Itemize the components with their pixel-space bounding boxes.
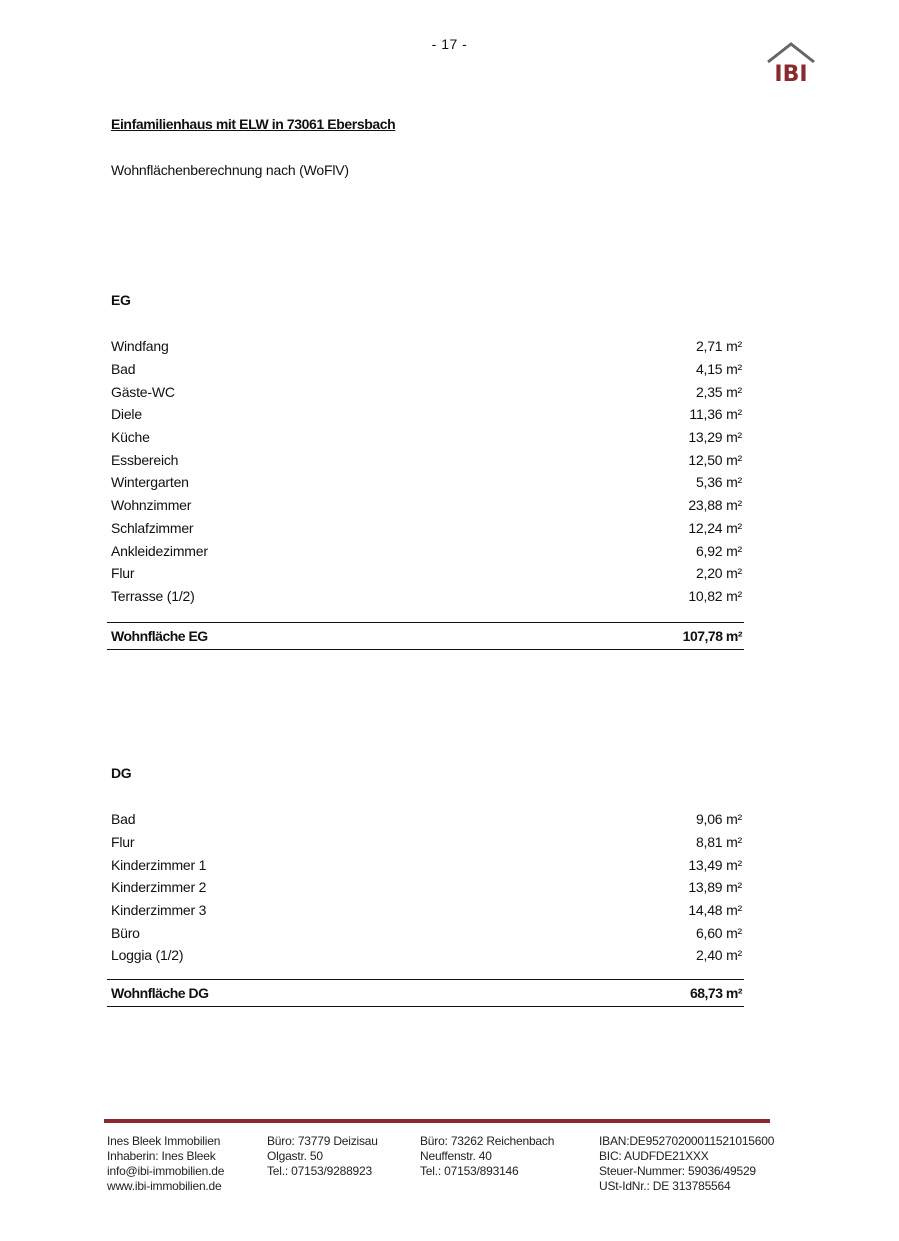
footer-line: Inhaberin: Ines Bleek (107, 1149, 216, 1163)
room-area: 6,92 m² (695, 542, 742, 559)
table-row (111, 899, 742, 922)
footer-line: BIC: AUDFDE21XXX (599, 1149, 709, 1163)
total-value: 107,78 m² (682, 628, 742, 644)
table-row (111, 562, 742, 585)
table-row (111, 585, 742, 608)
footer-website: www.ibi-immobilien.de (107, 1179, 222, 1193)
footer-line: Olgastr. 50 (267, 1149, 323, 1163)
footer-line: Büro: 73779 Deizisau (267, 1134, 378, 1148)
table-row (111, 335, 742, 358)
room-area: 2,40 m² (695, 947, 742, 964)
room-label: Diele (111, 406, 142, 423)
room-label: Wintergarten (111, 474, 189, 491)
room-area: 13,29 m² (688, 429, 742, 446)
footer-email: info@ibi-immobilien.de (107, 1164, 225, 1178)
logo-text: IBI (774, 62, 808, 86)
room-area: 9,06 m² (695, 811, 742, 828)
table-row (111, 808, 742, 831)
table-row (111, 471, 742, 494)
ibi-logo (764, 40, 818, 86)
table-row (111, 380, 742, 403)
room-area: 4,15 m² (695, 361, 742, 378)
table-row (111, 448, 742, 471)
room-area: 12,24 m² (688, 519, 742, 536)
room-label: Schlafzimmer (111, 519, 194, 536)
room-area: 14,48 m² (688, 902, 742, 919)
room-label: Bad (111, 811, 136, 828)
table-row (111, 921, 742, 944)
room-label: Terrasse (1/2) (111, 587, 195, 604)
section-heading-eg: EG (111, 292, 131, 308)
footer-bank (599, 1134, 774, 1194)
footer-office-deizisau (267, 1134, 378, 1179)
total-row-dg (107, 979, 744, 1007)
footer-line: Neuffenstr. 40 (420, 1149, 492, 1163)
document-title: Einfamilienhaus mit ELW in 73061 Ebersbach (111, 116, 396, 132)
room-label: Ankleidezimmer (111, 542, 208, 559)
eg-room-list (111, 335, 742, 607)
table-row (111, 358, 742, 381)
table-row (111, 853, 742, 876)
room-label: Büro (111, 924, 140, 941)
room-label: Essbereich (111, 451, 179, 468)
footer-line: Tel.: 07153/893146 (420, 1164, 519, 1178)
table-row (111, 426, 742, 449)
table-row (111, 494, 742, 517)
room-label: Loggia (1/2) (111, 947, 184, 964)
table-row (111, 403, 742, 426)
table-row (111, 517, 742, 540)
room-area: 13,89 m² (688, 879, 742, 896)
footer-line: Büro: 73262 Reichenbach (420, 1134, 555, 1148)
footer-line: Steuer-Nummer: 59036/49529 (599, 1164, 756, 1178)
room-label: Windfang (111, 338, 169, 355)
footer-office-reichenbach (420, 1134, 554, 1179)
total-label: Wohnfläche EG (111, 628, 208, 644)
room-area: 13,49 m² (688, 856, 742, 873)
room-label: Kinderzimmer 2 (111, 879, 207, 896)
document-subtitle: Wohnflächenberechnung nach (WoFlV) (111, 162, 349, 178)
total-value: 68,73 m² (689, 985, 742, 1001)
room-area: 10,82 m² (688, 587, 742, 604)
table-row (111, 876, 742, 899)
total-label: Wohnfläche DG (111, 985, 209, 1001)
room-area: 12,50 m² (688, 451, 742, 468)
footer-line: USt-IdNr.: DE 313785564 (599, 1179, 731, 1193)
room-label: Küche (111, 429, 150, 446)
room-label: Kinderzimmer 1 (111, 856, 207, 873)
room-area: 2,20 m² (695, 565, 742, 582)
room-area: 5,36 m² (695, 474, 742, 491)
room-label: Wohnzimmer (111, 497, 192, 514)
room-label: Bad (111, 361, 136, 378)
footer-line: Tel.: 07153/9288923 (267, 1164, 372, 1178)
total-row-eg (107, 622, 744, 650)
room-area: 6,60 m² (695, 924, 742, 941)
room-area: 2,71 m² (695, 338, 742, 355)
footer-line: Ines Bleek Immobilien (107, 1134, 221, 1148)
room-area: 8,81 m² (695, 834, 742, 851)
room-label: Flur (111, 834, 135, 851)
table-row (111, 539, 742, 562)
section-heading-dg: DG (111, 765, 132, 781)
room-label: Gäste-WC (111, 383, 175, 400)
page-number: - 17 - (431, 36, 468, 52)
footer-line: IBAN:DE95270200011521015600 (599, 1134, 775, 1148)
dg-room-list (111, 808, 742, 967)
table-row (111, 831, 742, 854)
room-label: Kinderzimmer 3 (111, 902, 207, 919)
table-row (111, 944, 742, 967)
footer-divider (104, 1119, 770, 1123)
footer-company (107, 1134, 224, 1194)
room-label: Flur (111, 565, 135, 582)
room-area: 2,35 m² (695, 383, 742, 400)
room-area: 23,88 m² (688, 497, 742, 514)
room-area: 11,36 m² (689, 406, 742, 423)
